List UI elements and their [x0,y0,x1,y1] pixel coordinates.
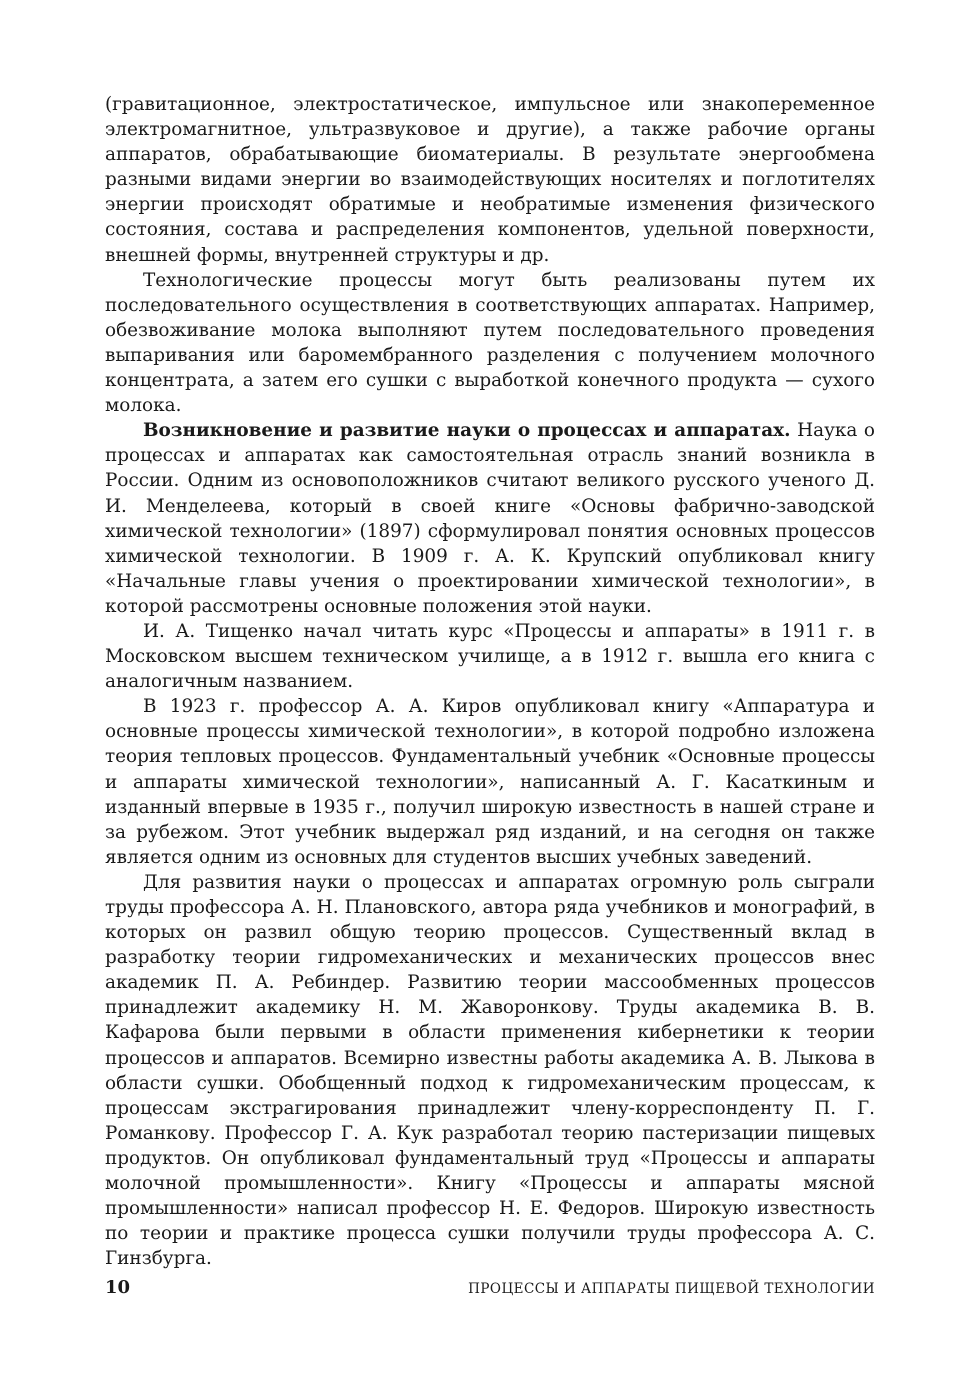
paragraph-energy-exchange: (гравитационное, электростатическое, импульсное или знакопеременное электромагнитное, ультразвуковое и другие), а также рабочие органы аппаратов, обрабатывающие биоматериалы. В результате энергообмена разными видами энергии во взаимодействующих носителях и поглотителях энергии происходят обратимые и необратимые изменения физического состояния, состава и распределения компонентов, удельной поверхности, внешней формы, внутренней структуры и др. [105,94,875,266]
running-title: ПРОЦЕССЫ И АППАРАТЫ ПИЩЕВОЙ ТЕХНОЛОГИИ [468,1281,875,1297]
paragraph-scientists: Для развития науки о процессах и аппаратах огромную роль сыграли труды профессора А. Н. Плановского, автора ряда учебников и монографий, в которых он развил общую теорию процессов. Существенный вклад в разработку теории гидромеханических и механических процессов внес академик П. А. Ребиндер. Развитию теории массообменных процессов принадлежит академику Н. М. Жаворонкову. Труды академика В. В. Кафарова были первыми в области применения кибернетики к теории процессов и аппаратов. Всемирно известны работы академика А. В. Лыкова в области сушки. Обобщенный подход к гидромеханическим процессам, к процессам экстрагирования принадлежит члену-корреспонденту П. Г. Романкову. Профессор Г. А. Кук разработал теорию пастеризации пищевых продуктов. Он опубликовал фундаментальный труд «Процессы и аппараты молочной промышленности». Книгу «Процессы и аппараты мясной промышленности» написал профессор Н. Е. Федоров. Широкую известность по теории и практике процесса сушки получили труды профессора А. С. Гинзбурга. [105,871,875,1270]
section-lead-text: Наука о процессах и аппаратах как самостоятельная отрасль знаний возникла в России. Одним из основоположников считают великого русского ученого Д. И. Менделеева, который в своей книге «Основы фабрично-заводской химической технологии» (1897) сформулировал понятия основных процессов химической технологии. В 1909 г. А. К. Крупский опубликовал книгу «Начальные главы учения о проектировании химической технологии», в которой рассмотрены основные положения этой науки. [105,420,876,617]
paragraph-technological-processes: Технологические процессы могут быть реализованы путем их последовательного осуществления в соответствующих аппаратах. Например, обезвоживание молока выполняют путем последовательного проведения выпаривания или баромембранного разделения с получением молочного концентрата, а затем его сушки с выработкой конечного продукта — сухого молока. [105,269,875,417]
page-body [105,92,875,1271]
paragraph-tishchenko: И. А. Тищенко начал читать курс «Процессы и аппараты» в 1911 г. в Московском высшем техническом училище, а в 1912 г. вышла его книга с аналогичным названием. [105,620,875,693]
page-footer [105,1277,875,1301]
paragraph-science-origin [105,418,875,619]
section-lead-heading: Возникновение и развитие науки о процессах и аппаратах. [143,420,791,442]
page-number: 10 [105,1277,131,1298]
paragraph-kirov-kasatkin: В 1923 г. профессор А. А. Киров опубликовал книгу «Аппаратура и основные процессы химической технологии», в которой подробно изложена теория тепловых процессов. Фундаментальный учебник «Основные процессы и аппараты химической технологии», написанный А. Г. Касаткиным и изданный впервые в 1935 г., получил широкую известность в нашей стране и за рубежом. Этот учебник выдержал ряд изданий, и на сегодня он также является одним из основных для студентов высших учебных заведений. [105,696,875,868]
